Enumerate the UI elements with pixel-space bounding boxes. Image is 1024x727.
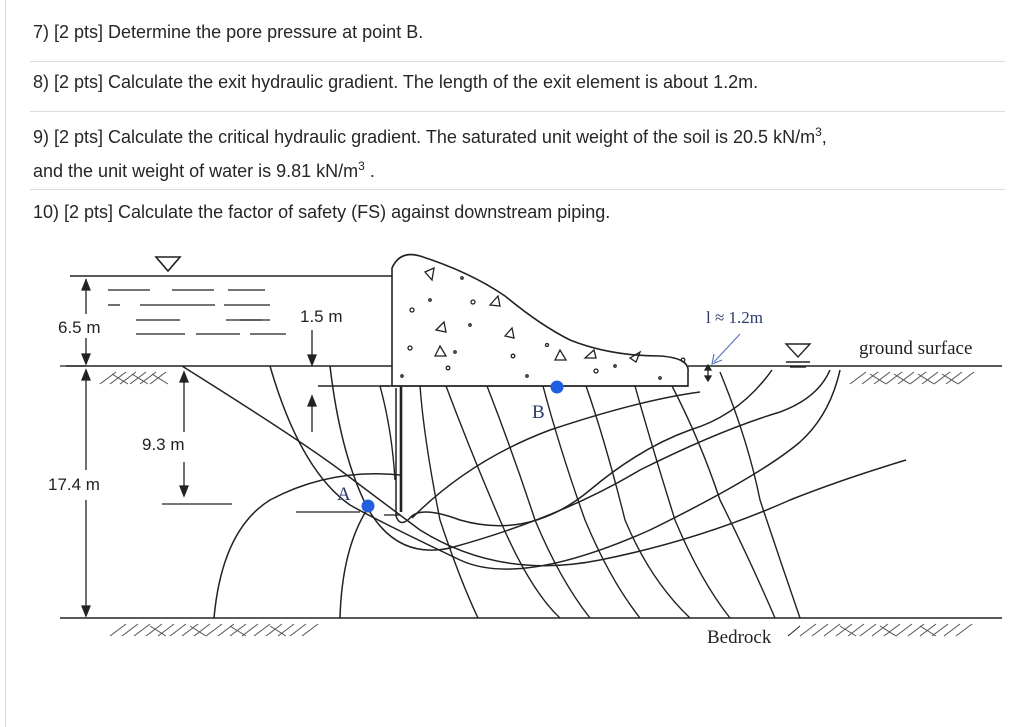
question-7: 7) [2 pts] Determine the pore pressure at point B. <box>33 22 424 42</box>
question-9 <box>33 118 827 186</box>
superscript: 3 <box>815 125 822 139</box>
water-dashes <box>108 290 286 334</box>
dam-flow-net-figure <box>0 240 1024 670</box>
question-9-period: . <box>364 161 375 181</box>
divider <box>30 189 1005 190</box>
point-a-marker <box>362 500 375 513</box>
divider <box>30 111 1005 112</box>
concrete-dam <box>392 255 688 387</box>
question-10: 10) [2 pts] Calculate the factor of safety (FS) against downstream piping. <box>33 202 611 222</box>
label-1-5m: 1.5 m <box>300 307 343 326</box>
question-8: 8) [2 pts] Calculate the exit hydraulic gradient. The length of the exit element is about 1.2m. <box>33 72 759 92</box>
question-9-line2: and the unit weight of water is 9.81 kN/m <box>33 161 359 181</box>
question-9-line1: 9) [2 pts] Calculate the critical hydraulic gradient. The saturated unit weight of the soil is 20.5 kN/m <box>33 127 816 147</box>
superscript: 3 <box>358 159 365 173</box>
tailwater-level-icon <box>786 344 810 367</box>
label-6-5m: 6.5 m <box>58 318 101 337</box>
label-17-4m: 17.4 m <box>48 475 100 494</box>
exit-length-pointer <box>712 334 740 364</box>
question-9-comma: , <box>821 127 827 147</box>
divider <box>30 61 1005 62</box>
label-exit-length: l ≈ 1.2m <box>706 308 764 327</box>
label-bedrock: Bedrock <box>707 627 772 648</box>
equipotential-lines <box>380 372 800 618</box>
label-point-a: A <box>337 484 351 505</box>
ground-hatching <box>100 372 974 384</box>
bedrock-leader <box>788 626 800 636</box>
water-level-icon <box>156 257 180 271</box>
label-ground-surface: ground surface <box>859 338 973 359</box>
bedrock-hatching <box>110 624 972 636</box>
label-9-3m: 9.3 m <box>142 435 185 454</box>
label-point-b: B <box>532 402 545 423</box>
point-b-marker <box>551 381 564 394</box>
